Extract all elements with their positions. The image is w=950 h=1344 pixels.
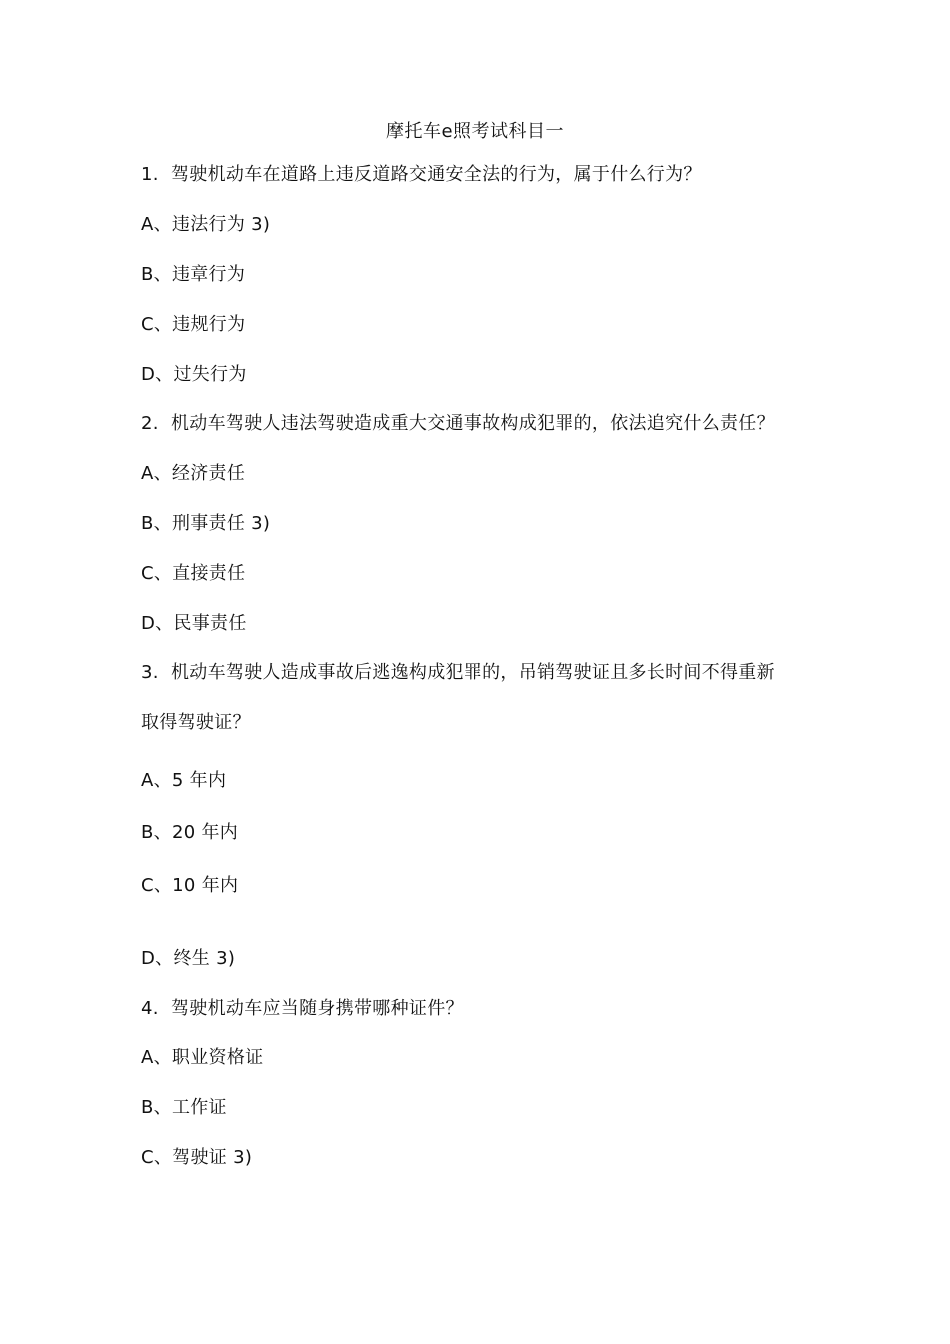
option-1d: D、过失行为 (141, 364, 247, 385)
option-3c: C、10 年内 (141, 875, 239, 896)
option-2d: D、民事责任 (141, 613, 247, 634)
question-text: 驾驶机动车在道路上违反道路交通安全法的行为，属于什么行为？ (171, 164, 702, 185)
option-2c: C、直接责任 (141, 563, 246, 584)
option-4b: B、工作证 (141, 1097, 227, 1118)
option-4a: A、职业资格证 (141, 1047, 264, 1068)
question-2 (141, 412, 775, 436)
question-text: 机动车驾驶人造成事故后逃逸构成犯罪的，吊销驾驶证且多长时间不得重新 (171, 662, 775, 683)
question-text: 驾驶机动车应当随身携带哪种证件？ (171, 998, 464, 1019)
option-1c: C、违规行为 (141, 314, 246, 335)
question-number: 2. (141, 413, 159, 434)
question-number: 3. (141, 662, 159, 683)
question-3-continuation: 取得驾驶证？ (141, 712, 251, 733)
question-number: 1. (141, 164, 159, 185)
question-number: 4. (141, 998, 159, 1019)
question-1 (141, 163, 702, 187)
question-3 (141, 661, 775, 685)
option-3b: B、20 年内 (141, 822, 239, 843)
option-2a: A、经济责任 (141, 463, 246, 484)
option-1a: A、违法行为 3) (141, 214, 271, 235)
option-3a: A、5 年内 (141, 770, 227, 791)
question-4 (141, 997, 464, 1021)
document-title: 摩托车e照考试科目一 (385, 121, 565, 142)
option-3d: D、终生 3) (141, 948, 236, 969)
option-1b: B、违章行为 (141, 264, 246, 285)
option-4c: C、驾驶证 3) (141, 1147, 253, 1168)
option-2b: B、刑事责任 3) (141, 513, 271, 534)
question-text: 机动车驾驶人违法驾驶造成重大交通事故构成犯罪的，依法追究什么责任？ (171, 413, 775, 434)
